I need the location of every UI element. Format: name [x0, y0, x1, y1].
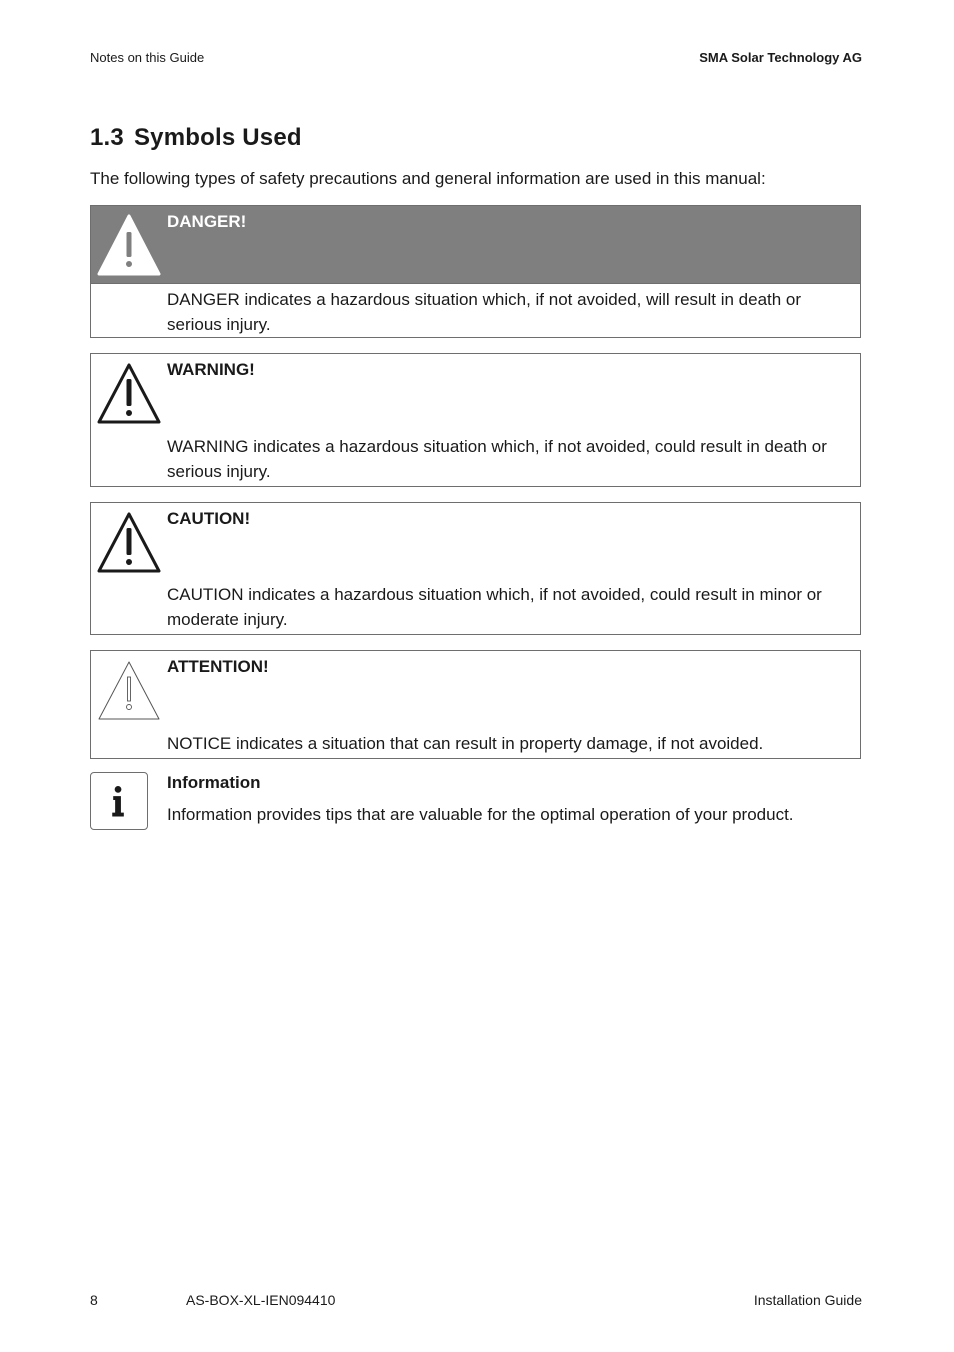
intro-text: The following types of safety precautions and general information are used in this manual: [90, 169, 766, 188]
attention-description: NOTICE indicates a situation that can result in property damage, if not avoided. [167, 734, 764, 753]
document-code: AS-BOX-XL-IEN094410 [186, 1292, 336, 1308]
section-title: Symbols Used [133, 124, 302, 151]
caution-description: CAUTION indicates a hazardous situation which, if not avoided, could result in minor or moderate injury. [167, 585, 822, 629]
header-company: SMA Solar Technology AG [699, 50, 862, 65]
warning-triangle-icon [96, 212, 162, 278]
document-type: Installation Guide [753, 1292, 862, 1308]
section-heading [90, 124, 302, 152]
section-number: 1.3 [90, 124, 124, 151]
warning-triangle-icon [96, 509, 162, 575]
warning-title: WARNING! [167, 360, 255, 379]
attention-title: ATTENTION! [167, 657, 269, 676]
info-icon [90, 772, 148, 830]
information-description: Information provides tips that are valuable for the optimal operation of your product. [167, 805, 794, 824]
caution-title: CAUTION! [167, 509, 251, 528]
danger-title: DANGER! [167, 212, 247, 231]
warning-triangle-icon [96, 360, 162, 426]
caution-notice [90, 502, 861, 635]
header-section-name: Notes on this Guide [90, 50, 205, 65]
warning-notice [90, 353, 861, 487]
warning-description: WARNING indicates a hazardous situation which, if not avoided, could result in death or serious injury. [167, 437, 827, 481]
attention-notice [90, 650, 861, 759]
page-number: 8 [90, 1292, 98, 1308]
danger-notice [90, 205, 861, 338]
information-title: Information [167, 773, 261, 792]
danger-description: DANGER indicates a hazardous situation which, if not avoided, will result in death or serious injury. [167, 290, 802, 334]
warning-triangle-outline-icon [96, 657, 162, 723]
